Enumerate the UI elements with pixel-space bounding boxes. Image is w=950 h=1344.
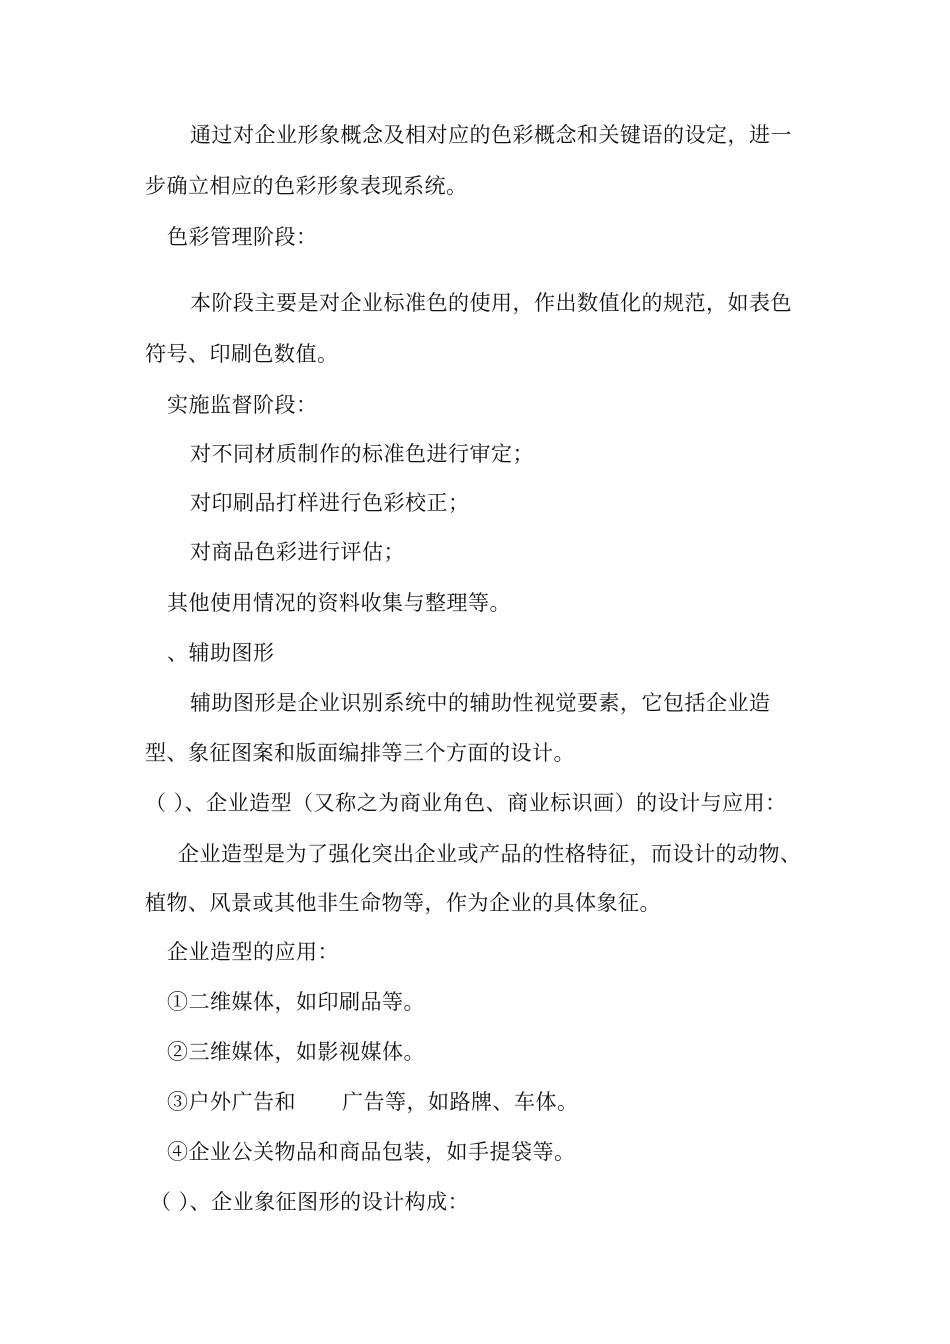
paragraph-line: 辅助图形是企业识别系统中的辅助性视觉要素，它包括企业造 (190, 691, 771, 715)
list-item: ①二维媒体，如印刷品等。 (167, 990, 425, 1014)
section-heading: （ ）、企业造型（又称之为商业角色、商业标识画）的设计与应用： (145, 791, 787, 815)
list-item: 对印刷品打样进行色彩校正； (190, 491, 470, 515)
section-heading: 、辅助图形 (167, 641, 275, 665)
paragraph-line: 符号、印刷色数值。 (145, 342, 339, 366)
section-heading: 实施监督阶段： (167, 393, 318, 417)
paragraph-line: 企业造型是为了强化突出企业或产品的性格特征，而设计的动物、 (178, 842, 802, 866)
paragraph-line: 植物、风景或其他非生命物等，作为企业的具体象征。 (145, 891, 661, 915)
list-item-part: 广告等，如路牌、车体。 (342, 1090, 579, 1114)
section-heading: （ ）、企业象征图形的设计构成： (150, 1190, 470, 1214)
list-item: 对不同材质制作的标准色进行审定； (190, 442, 534, 466)
section-heading: 企业造型的应用： (167, 940, 339, 964)
list-item (167, 1088, 579, 1116)
paragraph-line: 通过对企业形象概念及相对应的色彩概念和关键语的设定，进一 (190, 123, 792, 147)
section-heading: 色彩管理阶段： (167, 225, 318, 249)
list-item-part: ③户外广告和 (167, 1090, 296, 1114)
paragraph-line: 型、象征图案和版面编排等三个方面的设计。 (145, 741, 575, 765)
paragraph-line: 其他使用情况的资料收集与整理等。 (167, 591, 511, 615)
paragraph-line: 步确立相应的色彩形象表现系统。 (145, 174, 468, 198)
paragraph-line: 本阶段主要是对企业标准色的使用，作出数值化的规范，如表色 (190, 291, 792, 315)
list-item: 对商品色彩进行评估； (190, 540, 405, 564)
list-item: ②三维媒体，如影视媒体。 (167, 1040, 425, 1064)
list-item: ④企业公关物品和商品包装，如手提袋等。 (167, 1140, 576, 1164)
